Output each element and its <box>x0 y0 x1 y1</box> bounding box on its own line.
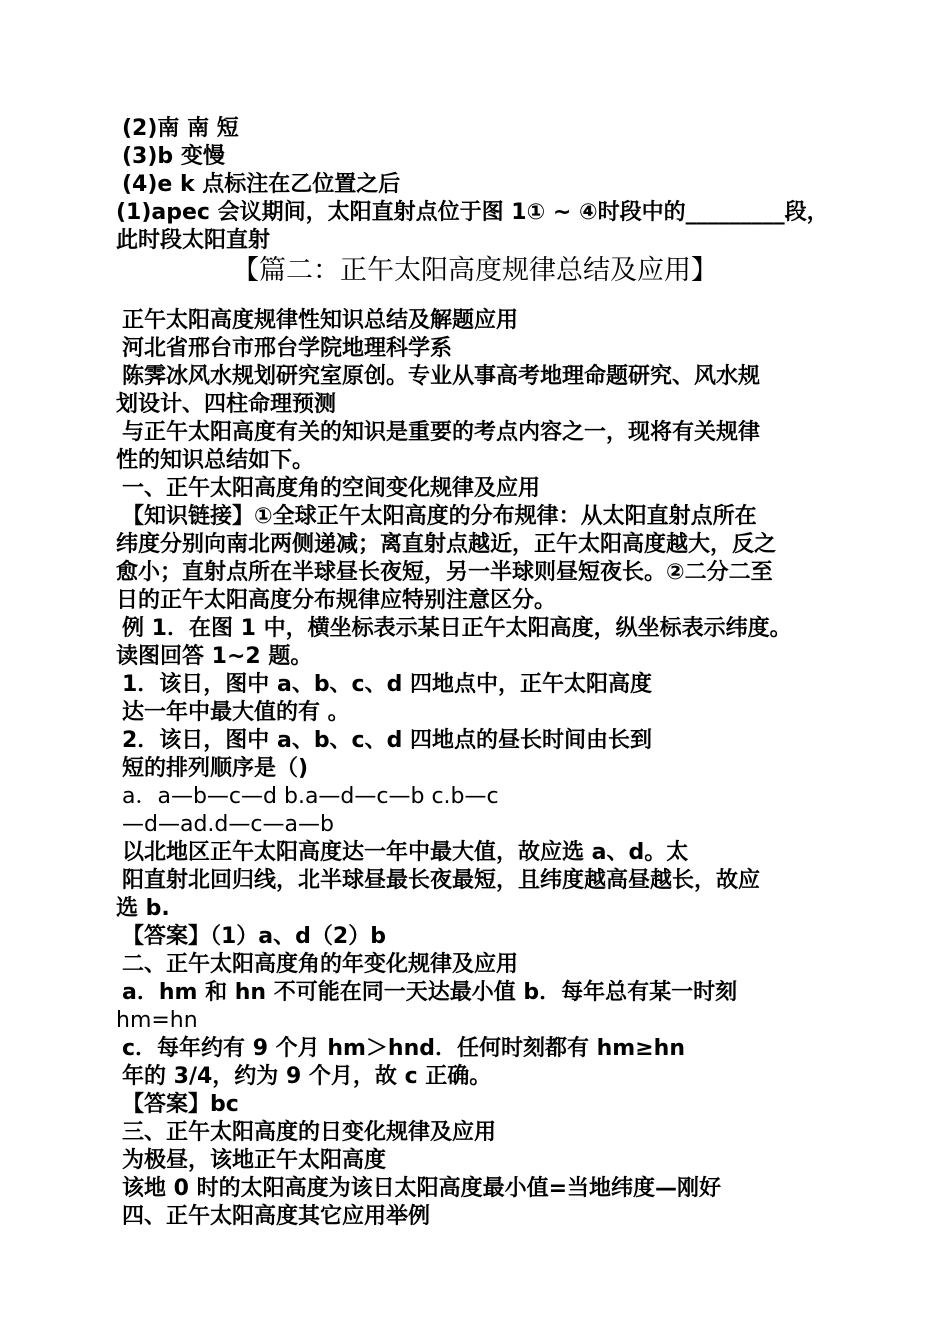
knowledge-link-line-2: 纬度分别向南北两侧递减；离直射点越近，正午太阳高度越大，反之 <box>116 532 777 557</box>
section-3-line-1: 为极昼，该地正午太阳高度 <box>122 1148 387 1173</box>
knowledge-link-line-4: 日的正午太阳高度分布规律应特别注意区分。 <box>116 588 557 613</box>
knowledge-link-line-3: 愈小；直射点所在半球昼长夜短，另一半球则昼短夜长。②二分二至 <box>116 560 773 585</box>
explanation-line-1: 以北地区正午太阳高度达一年中最大值，故应选 a、d。太 <box>122 840 689 865</box>
section-3-title: 三、正午太阳高度的日变化规律及应用 <box>122 1120 497 1145</box>
explanation-line-3: 选 b. <box>116 896 170 921</box>
section-4-title: 四、正午太阳高度其它应用举例 <box>122 1204 431 1229</box>
question-line-1-cont: 此时段太阳直射 <box>116 228 271 253</box>
article-title: 正午太阳高度规律性知识总结及解题应用 <box>122 308 519 333</box>
section-heading: 【篇二：正午太阳高度规律总结及应用】 <box>232 255 718 286</box>
options-line-1: a．a—b—c—d b.a—d—c—b c.b—c <box>122 784 499 809</box>
answer-line-2: (2)南 南 短 <box>122 116 239 141</box>
question-1-line-1: 1．该日，图中 a、b、c、d 四地点中，正午太阳高度 <box>122 672 653 697</box>
intro-line: 与正午太阳高度有关的知识是重要的考点内容之一，现将有关规律 <box>122 420 761 445</box>
answer-2: 【答案】bc <box>122 1092 239 1117</box>
section-2-option-cd: c．每年约有 9 个月 hm＞hnd．任何时刻都有 hm≥hn <box>122 1036 685 1061</box>
section-2-option-b-cont: hm=hn <box>116 1008 198 1033</box>
question-2-line-2: 短的排列顺序是（) <box>122 756 309 781</box>
article-author-line-cont: 划设计、四柱命理预测 <box>116 392 337 417</box>
question-1-line-2: 达一年中最大值的有 。 <box>122 700 350 725</box>
question-2-line-1: 2．该日，图中 a、b、c、d 四地点的昼长时间由长到 <box>122 728 653 753</box>
answer-line-4: (4)e k 点标注在乙位置之后 <box>122 172 401 197</box>
answer-1: 【答案】（1）a、d（2）b <box>122 924 386 949</box>
section-3-line-2: 该地 0 时的太阳高度为该日太阳高度最小值=当地纬度—刚好 <box>122 1176 722 1201</box>
answer-line-3: (3)b 变慢 <box>122 144 225 169</box>
intro-line-cont: 性的知识总结如下。 <box>116 448 315 473</box>
article-author-line: 陈霁冰风水规划研究室原创。专业从事高考地理命题研究、风水规 <box>122 364 761 389</box>
question-line-1: (1)apec 会议期间，太阳直射点位于图 1① ~ ④时段中的_________段， <box>116 200 829 225</box>
section-2-explanation: 年的 3/4，约为 9 个月，故 c 正确。 <box>122 1064 492 1089</box>
example-1-line-1: 例 1．在图 1 中，横坐标表示某日正午太阳高度，纵坐标表示纬度。 <box>122 616 792 641</box>
knowledge-link-line-1: 【知识链接】①全球正午太阳高度的分布规律：从太阳直射点所在 <box>122 504 757 529</box>
explanation-line-2: 阳直射北回归线，北半球昼最长夜最短，且纬度越高昼越长，故应 <box>122 868 761 893</box>
options-line-2: —d—ad.d—c—a—b <box>122 812 334 837</box>
section-1-title: 一、正午太阳高度角的空间变化规律及应用 <box>122 476 541 501</box>
article-affiliation: 河北省邢台市邢台学院地理科学系 <box>122 336 453 361</box>
example-1-line-2: 读图回答 1~2 题。 <box>116 644 313 669</box>
section-2-title: 二、正午太阳高度角的年变化规律及应用 <box>122 952 519 977</box>
section-2-option-ab: a．hm 和 hn 不可能在同一天达最小值 b．每年总有某一时刻 <box>122 980 738 1005</box>
